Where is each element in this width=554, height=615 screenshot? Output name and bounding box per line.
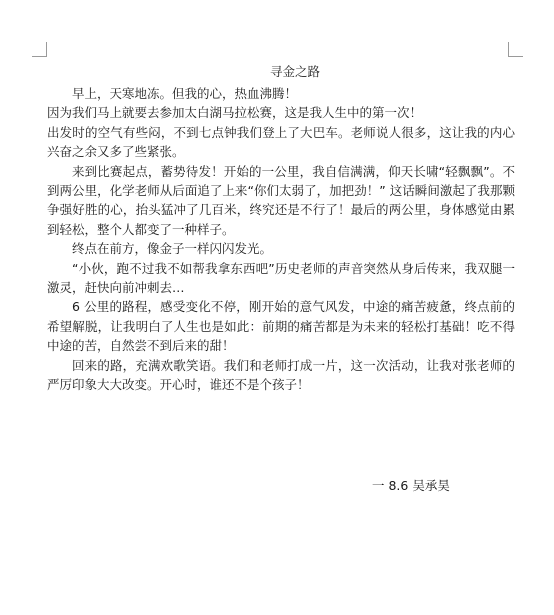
document-body [47,84,515,395]
paragraph: 早上，天寒地冻。但我的心，热血沸腾！ [72,86,298,101]
paragraph: “小伙，跑不过我不如帮我拿东西吧”历史老师的声音突然从身后传来，我双腿一激灵，赶快向前冲刺去… [47,260,515,296]
crop-mark-top-left [32,42,47,57]
paragraph: 因为我们马上就要去参加太白湖马拉松赛，这是我人生中的第一次！ [47,105,423,121]
author-signature: 一 8.6 吴承昊 [372,478,450,493]
document-title: 寻金之路 [269,64,320,79]
paragraph: 回来的路，充满欢歌笑语。我们和老师打成一片，这一次活动，让我对张老师的严厉印象大大改变。开心时，谁还不是个孩子！ [47,357,515,393]
crop-mark-top-right [508,42,523,57]
paragraph: 6 公里的路程，感受变化不停，刚开始的意气风发，中途的痛苦疲惫，终点前的希望解脱，让我明白了人生也是如此：前期的痛苦都是为未来的轻松打基础！吃不得中途的苦，自然尝不到后来的甜！ [47,299,515,354]
paragraph: 出发时的空气有些闷，不到七点钟我们登上了大巴车。老师说人很多，这让我的内心兴奋之余又多了些紧张。 [47,124,515,160]
paragraph: 来到比赛起点，蓄势待发！开始的一公里，我自信满满，仰天长啸“轻飘飘”。不到两公里，化学老师从后面追了上来“你们太弱了，加把劲！” 这话瞬间激起了我那颗争强好胜的心，抬头猛冲了几百米，终究还是不行了！最后的两公里，身体感觉由累到轻松，整个人都变了一种样子。 [47,163,515,237]
paragraph: 终点在前方，像金子一样闪闪发光。 [72,241,273,257]
